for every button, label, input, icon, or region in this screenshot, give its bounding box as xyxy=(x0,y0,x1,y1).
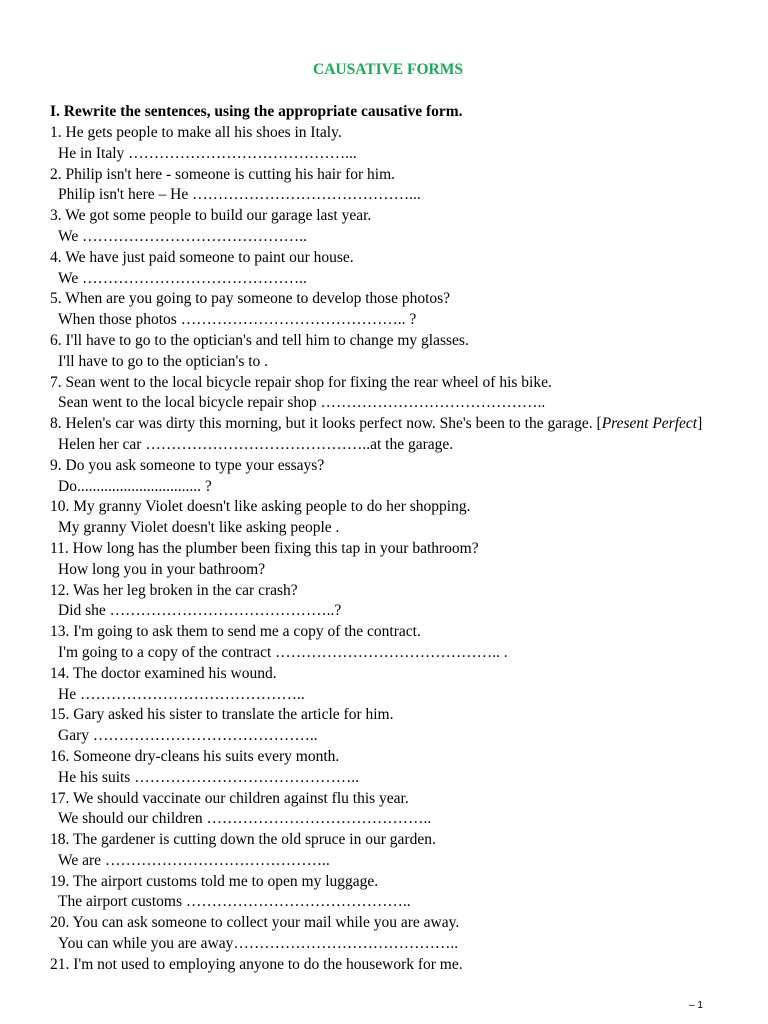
exercise-answer-line: How long you in your bathroom? xyxy=(58,560,266,578)
exercise-question: 6. I'll have to go to the optician's and tell him to change my glasses. xyxy=(50,331,469,349)
exercise-question: 15. Gary asked his sister to translate the article for him. xyxy=(50,706,394,724)
exercise-question: 2. Philip isn't here - someone is cutting his hair for him. xyxy=(50,165,396,183)
exercise-answer-line: He in Italy ……………………………………... xyxy=(58,144,357,162)
exercise-answer-line: I'm going to a copy of the contract …………………………………….. . xyxy=(58,643,508,661)
exercise-question: 10. My granny Violet doesn't like asking people to do her shopping. xyxy=(50,498,471,516)
exercise-item xyxy=(50,123,726,165)
exercise-answer-line: He his suits …………………………………….. xyxy=(58,768,359,786)
exercise-item xyxy=(50,331,726,373)
exercise-answer-line: You can while you are away…………………………………….. xyxy=(58,935,459,953)
exercise-item xyxy=(50,872,726,914)
exercise-item xyxy=(50,539,726,581)
exercise-list xyxy=(50,123,726,976)
exercise-item xyxy=(50,373,726,415)
exercise-question: 9. Do you ask someone to type your essays? xyxy=(50,456,325,474)
exercise-question: 1. He gets people to make all his shoes in Italy. xyxy=(50,124,342,141)
exercise-item xyxy=(50,289,726,331)
exercise-answer-line: When those photos …………………………………….. ? xyxy=(58,311,417,329)
exercise-item xyxy=(50,913,726,955)
exercise-answer-line: Helen her car ……………………………………..at the garage. xyxy=(58,435,454,453)
exercise-answer-line: Philip isn't here – He ……………………………………... xyxy=(58,186,421,204)
exercise-question xyxy=(50,414,726,435)
exercise-question: 4. We have just paid someone to paint our house. xyxy=(50,248,354,266)
exercise-answer-line: We are …………………………………….. xyxy=(58,851,330,869)
exercise-item xyxy=(50,165,726,207)
tense-hint: Present Perfect xyxy=(601,415,698,433)
exercise-answer-line: Sean went to the local bicycle repair shop …………………………………….. xyxy=(58,394,546,412)
exercise-question: 20. You can ask someone to collect your mail while you are away. xyxy=(50,914,460,932)
exercise-question: 5. When are you going to pay someone to develop those photos? xyxy=(50,290,451,308)
page-title: CAUSATIVE FORMS xyxy=(313,61,463,78)
exercise-item xyxy=(50,414,726,456)
exercise-question: 11. How long has the plumber been fixing this tap in your bathroom? xyxy=(50,539,479,557)
exercise-question: 3. We got some people to build our garage last year. xyxy=(50,207,372,225)
exercise-item xyxy=(50,955,726,976)
exercise-item xyxy=(50,497,726,539)
exercise-answer-line: My granny Violet doesn't like asking people . xyxy=(58,519,340,537)
exercise-item xyxy=(50,248,726,290)
exercise-question: 16. Someone dry-cleans his suits every month. xyxy=(50,747,340,765)
exercise-item xyxy=(50,206,726,248)
exercise-question: 18. The gardener is cutting down the old spruce in our garden. xyxy=(50,831,436,849)
exercise-item xyxy=(50,830,726,872)
exercise-answer-line: We should our children …………………………………….. xyxy=(58,810,432,828)
exercise-question: 21. I'm not used to employing anyone to do the housework for me. xyxy=(50,955,463,973)
exercise-answer-line: He …………………………………….. xyxy=(58,685,305,703)
question-text: 8. Helen's car was dirty this morning, but it looks perfect now. She's been to the garage. [ xyxy=(50,415,602,433)
exercise-item xyxy=(50,747,726,789)
exercise-answer-line: The airport customs …………………………………….. xyxy=(58,893,411,911)
exercise-item xyxy=(50,664,726,706)
page-number: – 1 xyxy=(689,1000,703,1011)
exercise-answer-line: I'll have to go to the optician's to . xyxy=(58,352,269,370)
exercise-question: 19. The airport customs told me to open my luggage. xyxy=(50,872,379,890)
exercise-question: 13. I'm going to ask them to send me a copy of the contract. xyxy=(50,623,421,641)
exercise-item xyxy=(50,456,726,498)
exercise-question: 17. We should vaccinate our children against flu this year. xyxy=(50,789,409,807)
exercise-question: 7. Sean went to the local bicycle repair shop for fixing the rear wheel of his bike. xyxy=(50,373,552,391)
exercise-question: 12. Was her leg broken in the car crash? xyxy=(50,581,298,599)
exercise-answer-line: Gary …………………………………….. xyxy=(58,727,318,745)
exercise-answer-line: We …………………………………….. xyxy=(58,227,307,245)
exercise-item xyxy=(50,622,726,664)
exercise-answer-line: Did she ……………………………………..? xyxy=(58,602,342,620)
exercise-item xyxy=(50,789,726,831)
exercise-answer-line: We …………………………………….. xyxy=(58,269,307,287)
exercise-item xyxy=(50,705,726,747)
exercise-question: 14. The doctor examined his wound. xyxy=(50,664,277,682)
exercise-answer-line: Do................................ ? xyxy=(58,477,212,495)
section-heading: I. Rewrite the sentences, using the appropriate causative form. xyxy=(50,103,463,120)
exercise-item xyxy=(50,581,726,623)
bracket-close: ] xyxy=(697,415,703,433)
